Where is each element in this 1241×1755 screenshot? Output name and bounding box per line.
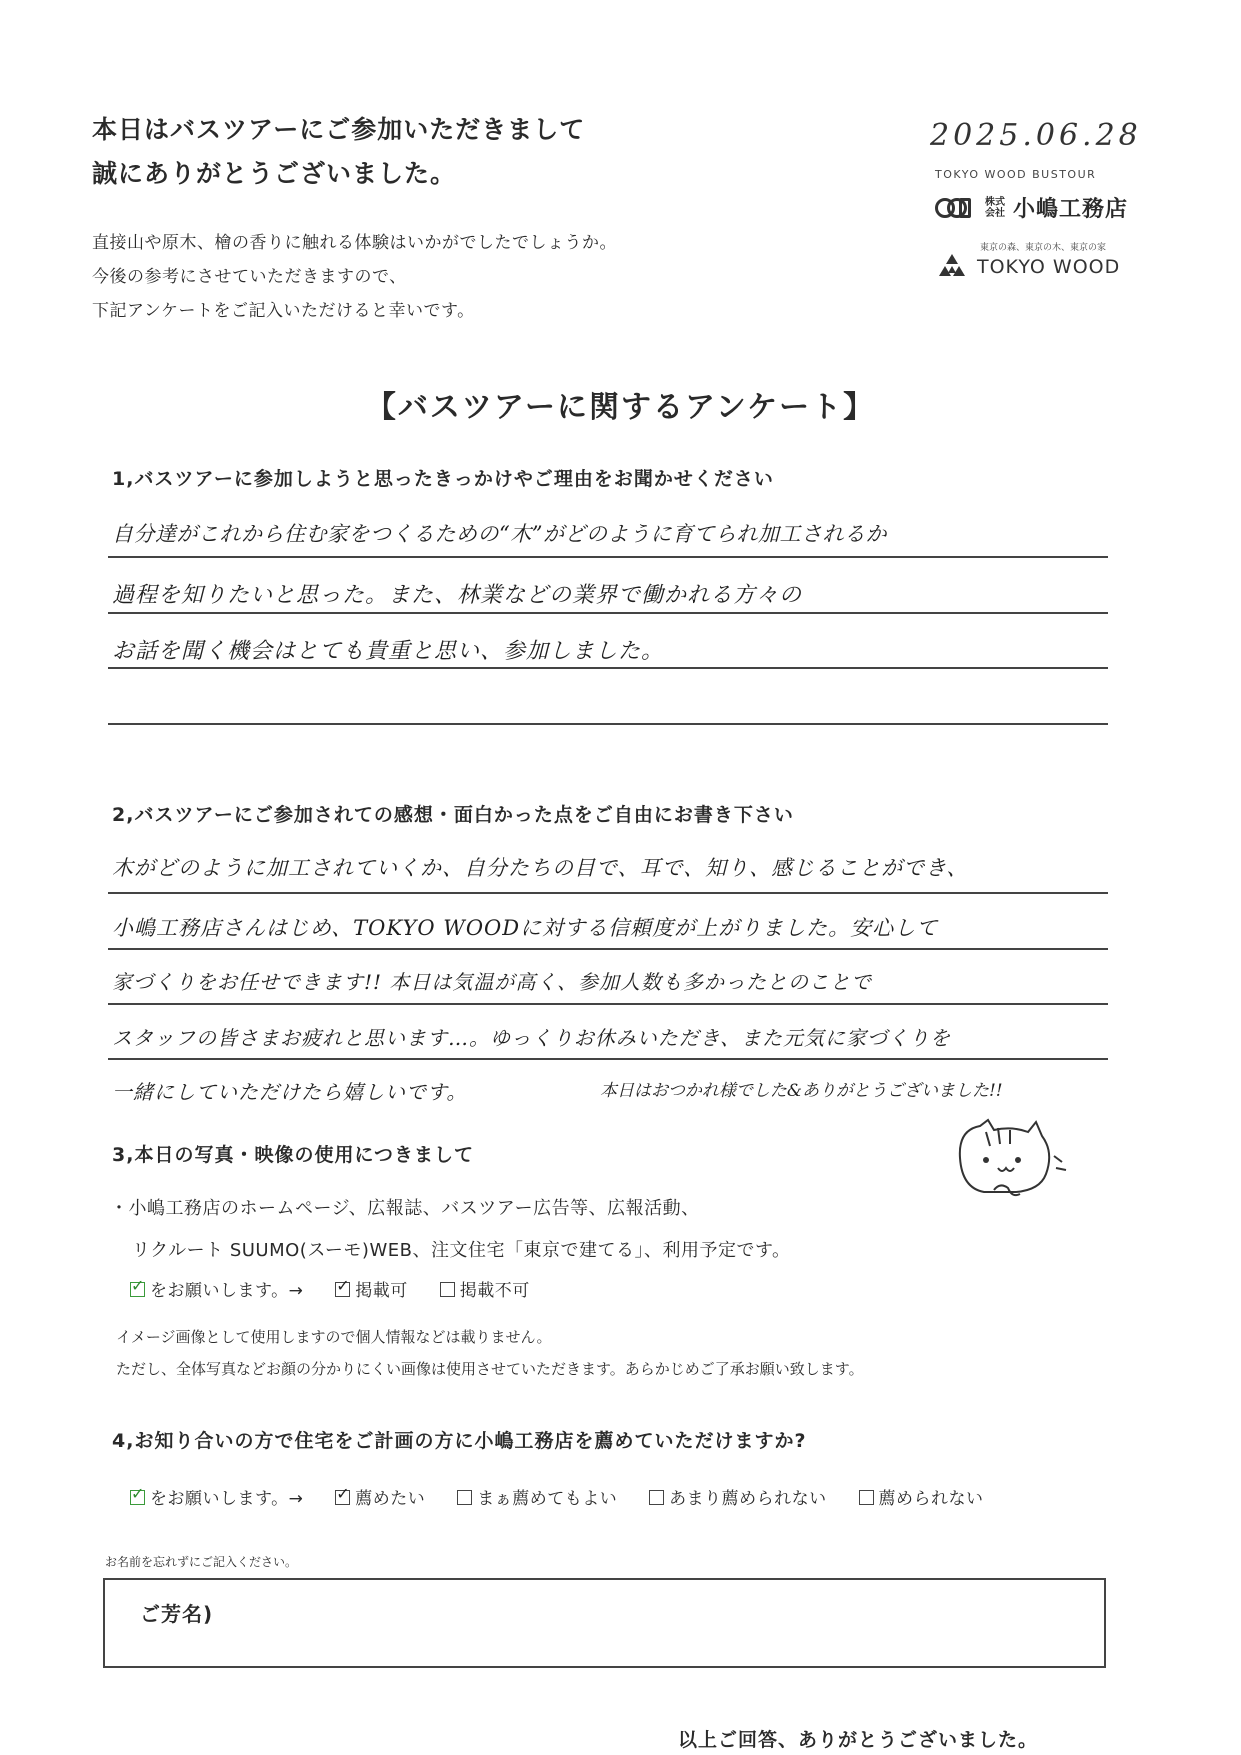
q1-answer-line[interactable]: お話を聞く機会はとても貴重と思い、参加しました。	[112, 639, 665, 664]
intro-title	[92, 108, 585, 196]
intro-body	[92, 226, 617, 328]
q2-answer-line[interactable]: 木がどのように加工されていくか、自分たちの目で、耳で、知り、感じることができ、	[112, 856, 969, 880]
q4-option-checkbox[interactable]	[335, 1490, 350, 1505]
intro-title-line: 誠にありがとうございました。	[92, 159, 457, 188]
company-logo	[935, 192, 1128, 223]
q2-question: 2,バスツアーにご参加されての感想・面白かった点をご自由にお書き下さい	[112, 804, 794, 826]
q4-request-label: をお願いします。→	[150, 1489, 304, 1509]
q4-option-label: まぁ薦めてもよい	[477, 1489, 618, 1509]
survey-title: 【バスツアーに関するアンケート】	[365, 390, 876, 425]
q4-option-label: 薦められない	[878, 1489, 984, 1509]
q3-bullet-line: リクルート SUUMO(スーモ)WEB、注文住宅「東京で建てる」、利用予定です。	[132, 1240, 791, 1261]
q3-option-label: 掲載可	[355, 1281, 408, 1301]
tokyo-wood-name: TOKYO WOOD	[977, 256, 1121, 278]
name-field[interactable]	[103, 1578, 1106, 1668]
q2-answer-rule	[108, 1003, 1108, 1005]
intro-body-line: 今後の参考にさせていただきますので、	[92, 267, 407, 287]
q1-answer-rule	[108, 556, 1108, 558]
q4-option-checkbox[interactable]	[457, 1490, 472, 1505]
q2-answer-line[interactable]: スタッフの皆さまお疲れと思います…。ゆっくりお休みいただき、また元気に家づくりを	[112, 1026, 951, 1050]
q4-options	[130, 1484, 1010, 1509]
q3-option-checkbox[interactable]	[440, 1282, 455, 1297]
q3-bullet-line: ・小嶋工務店のホームページ、広報誌、バスツアー広告等、広報活動、	[110, 1198, 700, 1219]
q3-note: イメージ画像として使用しますので個人情報などは載りません。	[116, 1328, 552, 1346]
q3-option-label: 掲載不可	[459, 1281, 530, 1301]
tokyo-wood-triangles-icon	[935, 252, 969, 282]
q4-option-label: 薦めたい	[355, 1489, 426, 1509]
tokyo-wood-logo	[935, 252, 1120, 282]
q1-answer-rule	[108, 667, 1108, 669]
company-prefix: 株式会社	[985, 196, 1005, 219]
q1-answer-line[interactable]: 過程を知りたいと思った。また、林業などの業界で働かれる方々の	[112, 583, 803, 608]
intro-title-line: 本日はバスツアーにご参加いただきまして	[92, 115, 586, 144]
q1-answer-rule	[108, 723, 1108, 725]
q3-question: 3,本日の写真・映像の使用につきまして	[112, 1144, 475, 1166]
q2-answer-line[interactable]: 一緒にしていただけたら嬉しいです。	[112, 1080, 468, 1104]
q3-options	[130, 1276, 556, 1301]
q2-answer-rule	[108, 892, 1108, 894]
closing-message: 以上ご回答、ありがとうございました。	[678, 1729, 1039, 1751]
q4-legend-checkbox-icon	[130, 1490, 145, 1505]
q3-request-label: をお願いします。→	[150, 1281, 304, 1301]
q4-option-checkbox[interactable]	[859, 1490, 874, 1505]
q3-note: ただし、全体写真などお顔の分かりにくい画像は使用させていただきます。あらかじめご了承お願い致します。	[116, 1360, 864, 1378]
q1-answer-rule	[108, 612, 1108, 614]
q2-answer-line[interactable]: 家づくりをお任せできます!! 本日は気温が高く、参加人数も多かったとのことで	[112, 970, 873, 994]
q2-answer-line[interactable]: 小嶋工務店さんはじめ、TOKYO WOODに対する信頼度が上がりました。安心して	[112, 916, 939, 940]
name-instruction: お名前を忘れずにご記入ください。	[105, 1555, 298, 1569]
q4-option-checkbox[interactable]	[649, 1490, 664, 1505]
q1-answer-line[interactable]: 自分達がこれから住む家をつくるための“木”がどのように育てられ加工されるか	[112, 522, 887, 546]
name-label: ご芳名)	[140, 1602, 214, 1626]
tour-date: 2025.06.28	[930, 118, 1142, 153]
q4-question: 4,お知り合いの方で住宅をご計画の方に小嶋工務店を薦めていただけますか?	[112, 1430, 807, 1452]
tour-label: TOKYO WOOD BUSTOUR	[935, 168, 1097, 181]
company-name: 小嶋工務店	[1013, 197, 1129, 222]
company-logo-mark-icon	[935, 196, 979, 220]
cat-doodle-icon	[950, 1118, 1080, 1208]
q3-legend-checkbox-icon	[130, 1282, 145, 1297]
q4-option-label: あまり薦められない	[669, 1489, 827, 1509]
intro-body-line: 下記アンケートをご記入いただけると幸いです。	[92, 301, 475, 321]
q3-option-checkbox[interactable]	[335, 1282, 350, 1297]
tokyo-wood-tagline: 東京の森、東京の木、東京の家	[980, 243, 1107, 253]
q2-answer-rule	[108, 1058, 1108, 1060]
q2-answer-rule	[108, 948, 1108, 950]
q1-question: 1,バスツアーに参加しようと思ったきっかけやご理由をお聞かせください	[112, 468, 774, 490]
q2-side-note: 本日はおつかれ様でした&ありがとうございました!!	[600, 1081, 1003, 1101]
intro-body-line: 直接山や原木、檜の香りに触れる体験はいかがでしたでしょうか。	[92, 233, 617, 253]
